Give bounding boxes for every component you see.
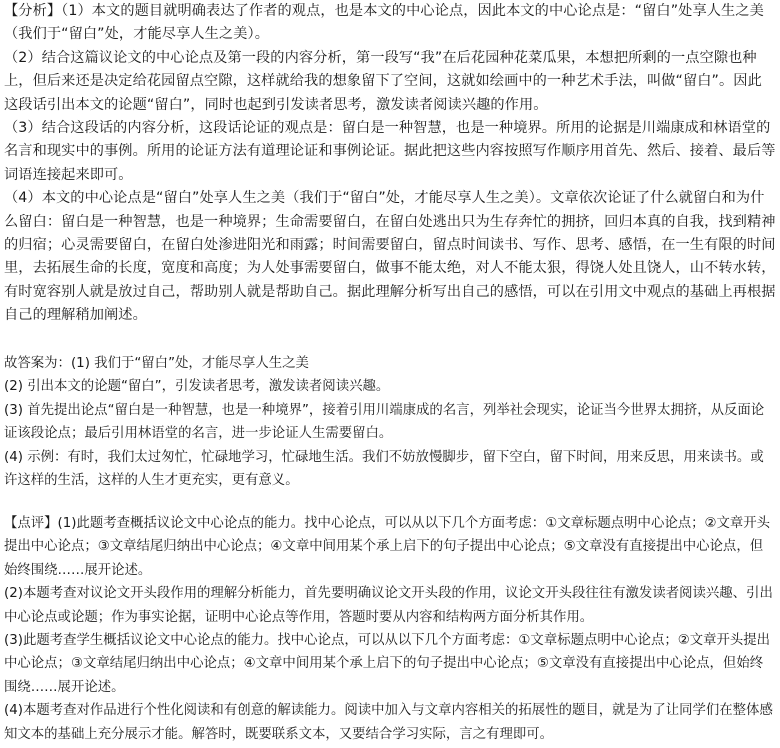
answer-line-1: 故答案为：(1) 我们于“留白”处，才能尽享人生之美 (4, 356, 309, 371)
comment-paragraph-3: (3)此题考查学生概括议论文中心论点的能力。找中心论点，可以从以下几个方面考虑：①文章标题点明中心论点；②文章开头提出中心论点；③文章结尾归纳出中心论点；④文章中间用某个承上启下的句子提出中心论点；⑤文章没有直接提出中心论点，但始终围绕……展开论述。 (4, 633, 771, 695)
analysis-paragraph-4: （4）本文的中心论点是“留白”处享人生之美（我们于“留白”处，才能尽享人生之美）。文章依次论证了什么就留白和为什么留白：留白是一种智慧，也是一种境界；生命需要留白，在留白处逃出只为生存奔忙的拥挤，回归本真的自我，找到精神的归宿；心灵需要留白，在留白处渗进阳光和雨露；时间需要留白，留点时间读书、写作、思考、感悟，在一生有限的时间里，去拓展生命的长度，宽度和高度；为人处事需要留白，做事不能太绝，对人不能太狠，得饶人处且饶人，山不转水转，有时宽容别人就是放过自己，帮助别人就是帮助自己。据此理解分析写出自己的感悟，可以在引用文中观点的基础上再根据自己的理解稍加阐述。 (4, 190, 776, 324)
analysis-paragraph-3: （3）结合这段话的内容分析，这段话论证的观点是：留白是一种智慧，也是一种境界。所用的论据是川端康成和林语堂的名言和现实中的事例。所用的论证方法有道理论证和事例论证。据此把这些内容按照写作顺序用首先、然后、接着、最后等词语连接起来即可。 (4, 120, 776, 183)
analysis-paragraph-1: 【分析】（1）本文的题目就明确表达了作者的观点，也是本文的中心论点，因此本文的中心论点是：“留白”处享人生之美（我们于“留白”处，才能尽享人生之美）。 (4, 3, 764, 43)
background-watermark: ​ (447, 113, 493, 236)
comment-paragraph-2: (2)本题考查对议论文开头段作用的理解分析能力，首先要明确议论文开头段的作用，议论文开头段往往有激发读者阅读兴趣、引出中心论点或论题；作为事实论据，证明中心论点等作用，答题时要从内容和结构两方面分析其作用。 (4, 586, 773, 625)
answer-line-3: (3) 首先提出论点“留白是一种智慧，也是一种境界”，接着引用川端康成的名言，列举社会现实，论证当今世界太拥挤，从反面论证该段论点；最后引用林语堂的名言，进一步论证人生需要留白。 (4, 402, 765, 442)
analysis-paragraph-2: （2）结合这篇议论文的中心论点及第一段的内容分析，第一段写“我”在后花园种花菜瓜果，本想把所剩的一点空隙也种上，但后来还是决定给花园留点空隙，这样就给我的想象留下了空间，这就如绘画中的一种艺术手法，叫做“留白”。因此这段话引出本文的论题“留白”，同时也起到引发读者思考，激发读者阅读兴趣的作用。 (4, 49, 762, 113)
analysis-section (4, 0, 776, 328)
comment-section (4, 512, 776, 746)
answer-line-4: (4) 示例：有时，我们太过匆忙，忙碌地学习，忙碌地生活。我们不妨放慢脚步，留下空白，留下时间，用来反思，用来读书。或许这样的生活，这样的人生才更充实，更有意义。 (4, 449, 764, 489)
comment-paragraph-1: 【点评】(1)此题考查概括议论文中心论点的能力。找中心论点，可以从以下几个方面考虑：①文章标题点明中心论点；②文章开头提出中心论点；③文章结尾归纳出中心论点；④文章中间用某个承上启下的句子提出中心论点；⑤文章没有直接提出中心论点，但始终围绕……展开论述。 (4, 516, 771, 578)
answer-line-2: (2) 引出本文的论题“留白”，引发读者思考，激发读者阅读兴趣。 (4, 379, 390, 395)
comment-paragraph-4: (4)本题考查对作品进行个性化阅读和有创意的解读能力。阅读中加入与文章内容相关的拓展性的题目，就是为了让同学们在整体感知文本的基础上充分展示才能。解答时，既要联系文本，又要结合学习实际，言之有理即可。 (4, 703, 773, 742)
answer-section (4, 352, 776, 492)
